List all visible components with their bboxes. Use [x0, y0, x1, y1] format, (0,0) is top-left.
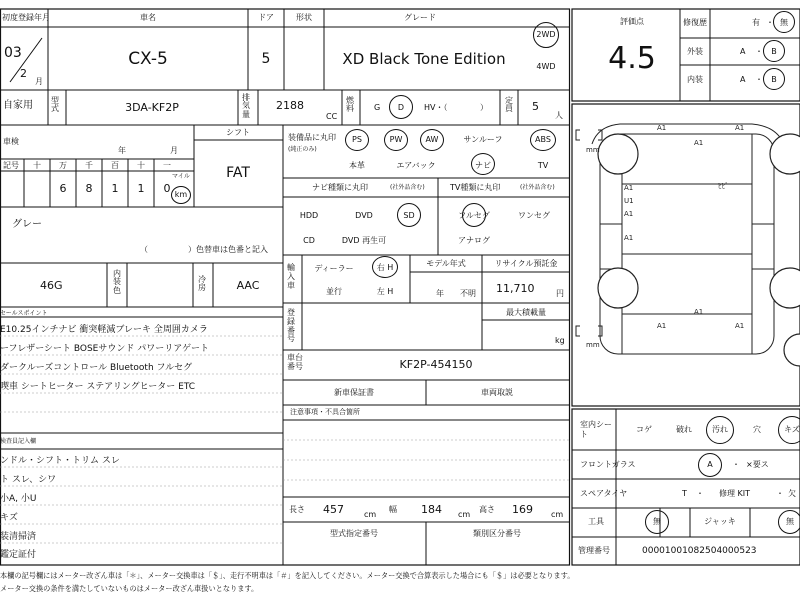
max-load-unit: kg [555, 336, 565, 345]
month-unit: 月 [35, 77, 43, 86]
mileage-digit-0: 6 [59, 182, 67, 195]
inspector-line-1: ト スレ、シワ [0, 475, 57, 485]
km-label: km [174, 190, 188, 199]
interior-dot: ・ [755, 75, 763, 84]
person-unit: 人 [555, 111, 563, 120]
recycle-value: 11,710 [496, 282, 535, 295]
mileage-digit-1: 8 [85, 182, 93, 195]
aircon-label: 冷房 [198, 275, 206, 293]
inspector-line-5: 鑑定証付 [0, 550, 37, 560]
navi-dvd: DVD [355, 211, 373, 220]
mileage-unit-2: 千 [85, 161, 93, 170]
seat-opt-hole: 穴 [753, 425, 761, 434]
shape-label: 形状 [296, 13, 312, 22]
footer-line-2: メーター交換の条件を満たしていないものはメーター改ざん車扱いとなります。 [0, 584, 259, 593]
inspection-label: 車検 [3, 137, 19, 146]
repair-label: 修復歴 [683, 18, 707, 27]
interior-label: 内装 [687, 75, 703, 84]
shift-label: シフト [226, 128, 250, 137]
tv-oneseg: ワンセグ [518, 211, 550, 220]
width-label: 幅 [389, 505, 397, 514]
length-label: 長さ [289, 505, 305, 514]
exterior-label: 外装 [687, 47, 703, 56]
diagram-mark-2: A1 [694, 139, 704, 147]
diagram-mark-3: A1 [624, 184, 634, 192]
equipment-label: 装備品に丸印 [288, 133, 336, 142]
equip-airbag: エアバック [396, 161, 436, 170]
diagram-mark-4: A1 [624, 210, 634, 218]
navi-label: ナビ種類に丸印 [312, 183, 368, 192]
equip-navi: ナビ [475, 161, 491, 170]
mileage-unit-3: 百 [111, 161, 119, 170]
sales-line-0: E10.25インチナビ 衝突軽減ブレーキ 全周囲カメラ [0, 325, 208, 335]
mileage-unit-1: 万 [59, 161, 67, 170]
displacement-value: 2188 [276, 99, 304, 112]
mileage-kigou-label: 記号 [3, 161, 19, 170]
class-number-label: 類別区分番号 [473, 529, 521, 538]
fuel-g: G [374, 103, 381, 112]
shift-value: FAT [226, 165, 250, 181]
notes-label: 注意事項・不具合箇所 [290, 408, 360, 416]
diagram-spare-wheel [784, 334, 800, 366]
windshield-dot: ・ [732, 460, 740, 469]
jack-label: ジャッキ [704, 517, 736, 526]
height-value: 169 [512, 503, 533, 516]
color-value: グレー [12, 219, 42, 230]
fuel-hv-close: ） [480, 103, 488, 112]
navi-sd: SD [403, 211, 415, 220]
equipment-sub: (純正のみ) [288, 146, 317, 153]
sales-line-1: ーフレザーシート BOSEサウンド パワーリアゲート [0, 344, 209, 354]
date-slash [0, 30, 48, 88]
tv-fullseg: フルセグ [458, 211, 490, 220]
spare-dot-1: ・ [696, 489, 704, 498]
equip-tv: TV [537, 161, 549, 170]
spare-label: スペアタイヤ [580, 489, 628, 498]
sales-line-2: ダークルーズコントロール Bluetooth フルセグ [0, 363, 193, 373]
sales-line-3: 喫車 シートヒーター ステアリングヒーター ETC [0, 382, 196, 392]
equip-aw: AW [425, 135, 439, 144]
equip-abs: ABS [535, 135, 551, 144]
mileage-unit-5: 一 [163, 161, 171, 170]
length-unit: cm [364, 510, 377, 519]
model-name: CX-5 [128, 49, 168, 69]
fuel-label: 燃料 [346, 96, 354, 113]
interior-opt-a: A [740, 75, 746, 84]
navi-dvd-play: DVD 再生可 [341, 236, 387, 245]
spare-opt-kit: 修理 KIT [719, 489, 751, 498]
inspector-line-4: 装清掃済 [0, 532, 37, 542]
footer-line-1: 本欄の記号欄にはメーター改ざん車は「＊」、メーター交換車は「＄」、走行不明車は「＃」を記入してください。メーター交換で合算表示した場合にも「＄」は必要となります。 [0, 571, 575, 580]
import-right-h: 右 H [376, 263, 394, 272]
doors-label: ドア [258, 13, 274, 22]
control-label: 管理番号 [578, 546, 610, 555]
navi-hdd: HDD [299, 211, 319, 220]
score-label: 評価点 [620, 17, 644, 26]
seat-opt-tear: 破れ [676, 425, 692, 434]
fuel-d: D [397, 103, 405, 112]
first-reg-year: 03 [4, 45, 22, 61]
length-value: 457 [323, 503, 344, 516]
new-car-warranty: 新車保証書 [334, 388, 374, 397]
capacity-label: 定員 [505, 96, 513, 113]
grade-value: XD Black Tone Edition [342, 50, 506, 68]
repair-opt-yes: 有 [752, 18, 760, 27]
inspection-month: 月 [170, 146, 178, 155]
height-unit: cm [551, 510, 564, 519]
mileage-unit-4: 十 [137, 161, 145, 170]
navi-sub: (社外品含む) [390, 184, 425, 191]
chassis-label: 車台番号 [287, 353, 303, 371]
inspector-line-2: 小A, 小U [0, 494, 37, 504]
first-reg-label: 初度登録年月 [2, 13, 50, 22]
equip-leather: 本革 [349, 161, 365, 170]
mileage-digit-4: 0 [163, 182, 171, 195]
width-unit: cm [458, 510, 471, 519]
import-dealer: ディーラー [314, 264, 354, 273]
color-code: 46G [40, 279, 63, 292]
first-reg-month: 2 [20, 67, 27, 80]
windshield-opt-replace: ×要ス [746, 460, 769, 469]
windshield-label: フロントガラス [580, 460, 636, 469]
doors-value: 5 [261, 51, 271, 67]
tools-value: 無 [653, 517, 661, 526]
drive-4wd: 4WD [536, 62, 556, 71]
mileage-digit-3: 1 [137, 182, 145, 195]
seat-opt-scratch: キズ [784, 425, 800, 434]
chassis-value: KF2P-454150 [399, 358, 473, 371]
model-year-unknown: 不明 [460, 289, 476, 298]
spare-dot-2: ・ [776, 489, 784, 498]
diagram-wheel-fl [598, 134, 638, 174]
max-load-label: 最大積載量 [506, 308, 546, 317]
mileage-unit-0: 十 [33, 161, 41, 170]
inspector-line-3: キズ [0, 513, 18, 523]
equip-pw: PW [389, 135, 403, 144]
diagram-mm-top: mm [586, 146, 600, 154]
diagram-mark-5: U1 [624, 197, 634, 205]
inspection-year: 年 [118, 146, 126, 155]
grade-label: グレード [404, 13, 436, 22]
diagram-mark-9: A1 [694, 308, 704, 316]
mile-label: マイル [172, 173, 190, 180]
interior-opt-b: B [771, 75, 777, 84]
diagram-mark-6: A1 [624, 234, 634, 242]
recycle-unit: 円 [556, 289, 564, 298]
diagram-note-mark: ﾋﾋﾞ [718, 182, 729, 190]
type-designation-label: 型式指定番号 [330, 529, 378, 538]
diagram-wheel-rl [598, 268, 638, 308]
exterior-dot: ・ [755, 47, 763, 56]
model-name-label: 車名 [140, 13, 156, 22]
spare-opt-t: T [682, 489, 687, 498]
seat-opt-burn: コゲ [636, 425, 652, 434]
diagram-mark-8: A1 [735, 322, 745, 330]
inspector-label: 検査員記入欄 [0, 438, 37, 445]
exterior-opt-a: A [740, 47, 746, 56]
control-value: 00001001082504000523 [642, 546, 757, 556]
tv-sub: (社外品含む) [520, 184, 555, 191]
model-year-unit: 年 [436, 289, 444, 298]
car-manual: 車両取説 [481, 388, 513, 397]
reg-plate-label: 登録番号 [287, 308, 295, 344]
repair-dot: ・ [766, 18, 774, 27]
displacement-label: 排気量 [242, 93, 250, 119]
diagram-mark-0: A1 [657, 124, 667, 132]
capacity-value: 5 [532, 100, 539, 113]
import-parallel: 並行 [326, 287, 342, 296]
equip-ps: PS [352, 135, 362, 144]
diagram-mark-1: A1 [735, 124, 745, 132]
model-year-label: モデル年式 [426, 259, 466, 268]
usage-value: 自家用 [3, 100, 33, 111]
diagram-mm-bottom: mm [586, 341, 600, 349]
aircon-value: AAC [236, 279, 260, 292]
import-left-h: 左 H [376, 287, 394, 296]
tv-label: TV種類に丸印 [450, 183, 501, 192]
model-code: 3DA-KF2P [125, 101, 179, 114]
height-label: 高さ [479, 505, 495, 514]
interior-seat-label: 室内シート [580, 420, 612, 439]
spare-opt-none: 欠 [788, 489, 796, 498]
mileage-digit-2: 1 [111, 182, 119, 195]
drive-2wd: 2WD [536, 30, 556, 39]
seat-opt-stain: 汚れ [712, 425, 728, 434]
diagram-mark-7: A1 [657, 322, 667, 330]
navi-cd: CD [303, 236, 315, 245]
color-note: （ ）色替車は色番と記入 [140, 245, 268, 254]
fuel-hv: HV・（ [424, 103, 448, 112]
model-code-label: 型式 [51, 96, 59, 113]
score-value: 4.5 [608, 41, 656, 76]
tools-label: 工具 [588, 517, 604, 526]
cc-unit: CC [326, 112, 338, 121]
width-value: 184 [421, 503, 442, 516]
import-label: 輸入車 [287, 263, 295, 290]
windshield-opt-a: A [707, 460, 713, 469]
equip-sunroof: サンルーフ [463, 135, 503, 144]
inspector-line-0: ンドル・シフト・トリム スレ [0, 456, 120, 466]
exterior-opt-b: B [771, 47, 777, 56]
jack-value: 無 [786, 517, 794, 526]
car-diagram [572, 104, 800, 406]
recycle-label: リサイクル預託金 [494, 259, 558, 268]
repair-opt-no: 無 [780, 18, 788, 27]
interior-color-label: 内装色 [113, 269, 121, 295]
sales-points-label: セールスポイント [0, 310, 48, 317]
tv-analog: アナログ [458, 236, 490, 245]
